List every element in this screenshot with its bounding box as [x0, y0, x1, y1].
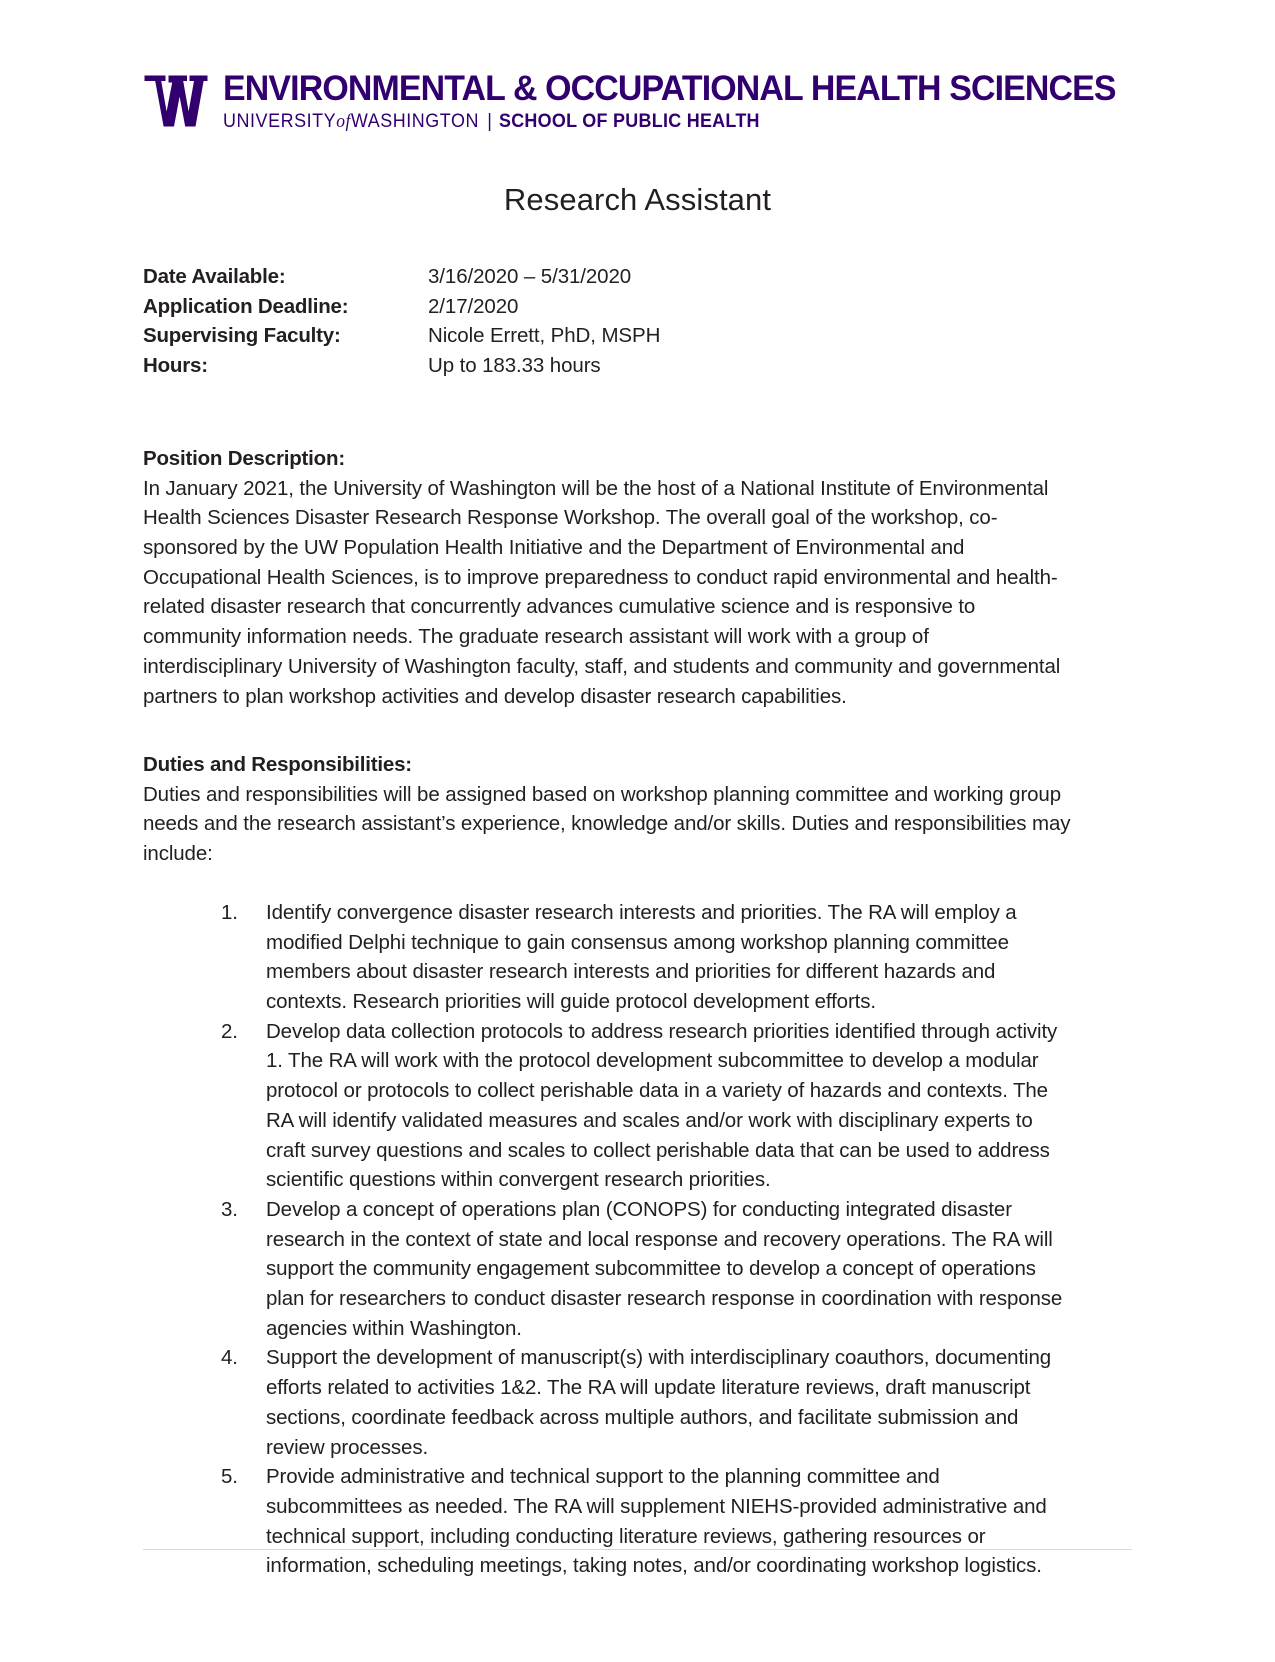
document-body — [143, 380, 1073, 1581]
list-item: Develop a concept of operations plan (CONOPS) for conducting integrated disaster research in the context of state and local response and recovery operations. The RA will support the community engagement subcommittee to develop a concept of operations plan for researchers to conduct disaster research response in coordination with response agencies within Washington. — [266, 1197, 1063, 1340]
page-title: Research Assistant — [503, 182, 772, 218]
header-school-name: SCHOOL OF PUBLIC HEALTH — [498, 110, 760, 133]
meta-value-application-deadline: 2/17/2020 — [428, 294, 519, 318]
list-item: Identify convergence disaster research interests and priorities. The RA will employ a modified Delphi technique to gain consensus among workshop planning committee members about disaster research interests and priorities for different hazards and contexts. Research priorities will guide protocol development efforts. — [266, 900, 1017, 1013]
position-description-heading: Position Description: — [143, 447, 345, 471]
document-header — [0, 0, 1275, 132]
header-of-word: of — [336, 111, 351, 133]
header-affiliation-line — [223, 111, 1083, 132]
meta-row — [143, 321, 1043, 351]
meta-label-hours: Hours: — [143, 353, 208, 377]
list-item: Support the development of manuscript(s) with interdisciplinary coauthors, documenting efforts related to activities 1&2. The RA will update literature reviews, draft manuscript sections, coordinate feedback across multiple authors, and facilitate submission and review processes. — [266, 1346, 1052, 1459]
meta-label-supervising-faculty: Supervising Faculty: — [143, 324, 341, 348]
spacer — [143, 711, 1073, 750]
duties-list — [143, 898, 1073, 1581]
meta-label-date-available: Date Available: — [143, 265, 286, 289]
meta-value-date-available: 3/16/2020 – 5/31/2020 — [428, 265, 632, 289]
meta-label-application-deadline: Application Deadline: — [143, 294, 349, 318]
duties-intro: Duties and responsibilities will be assigned based on workshop planning committee and working group needs and the research assistant’s experience, knowledge and/or skills. Duties and responsibilities may include: — [143, 782, 1071, 866]
header-brand-text — [223, 68, 1158, 132]
footer-divider — [143, 1549, 1132, 1550]
meta-row — [143, 351, 1043, 381]
header-divider: | — [487, 110, 493, 133]
list-item: Provide administrative and technical support to the planning committee and subcommittees as needed. The RA will supplement NIEHS-provided administrative and technical support, including conducting literature reviews, gathering resources or information, scheduling meetings, taking notes, and/or coordinating workshop logistics. — [266, 1465, 1047, 1578]
position-meta-table — [143, 262, 1043, 380]
meta-value-hours: Up to 183.33 hours — [428, 353, 601, 377]
duties-heading: Duties and Responsibilities: — [143, 753, 412, 777]
meta-row — [143, 292, 1043, 322]
header-university-word: UNIVERSITY — [223, 110, 337, 133]
uw-w-logo-icon — [143, 70, 209, 132]
spacer — [143, 380, 1073, 444]
header-washington-word: WASHINGTON — [350, 110, 480, 133]
meta-row — [143, 262, 1043, 292]
meta-value-supervising-faculty: Nicole Errett, PhD, MSPH — [428, 324, 661, 348]
list-item: Develop data collection protocols to address research priorities identified through activity 1. The RA will work with the protocol development subcommittee to develop a modular protocol or protocols to collect perishable data in a variety of hazards and contexts. The RA will identify validated measures and scales and/or work with disciplinary experts to craft survey questions and scales to collect perishable data that can be used to address scientific questions within convergent research priorities. — [266, 1019, 1058, 1192]
position-description-body: In January 2021, the University of Washington will be the host of a National Institute of Environmental Health Sciences Disaster Research Response Workshop. The overall goal of the workshop, co-sponsored by the UW Population Health Initiative and the Department of Environmental and Occupational Health Sciences, is to improve preparedness to conduct rapid environmental and health-related disaster research that concurrently advances cumulative science and is responsive to community information needs. The graduate research assistant will work with a group of interdisciplinary University of Washington faculty, staff, and students and community and governmental partners to plan workshop activities and develop disaster research capabilities. — [143, 476, 1061, 708]
header-department-title: ENVIRONMENTAL & OCCUPATIONAL HEALTH SCIENCES — [223, 68, 1116, 108]
